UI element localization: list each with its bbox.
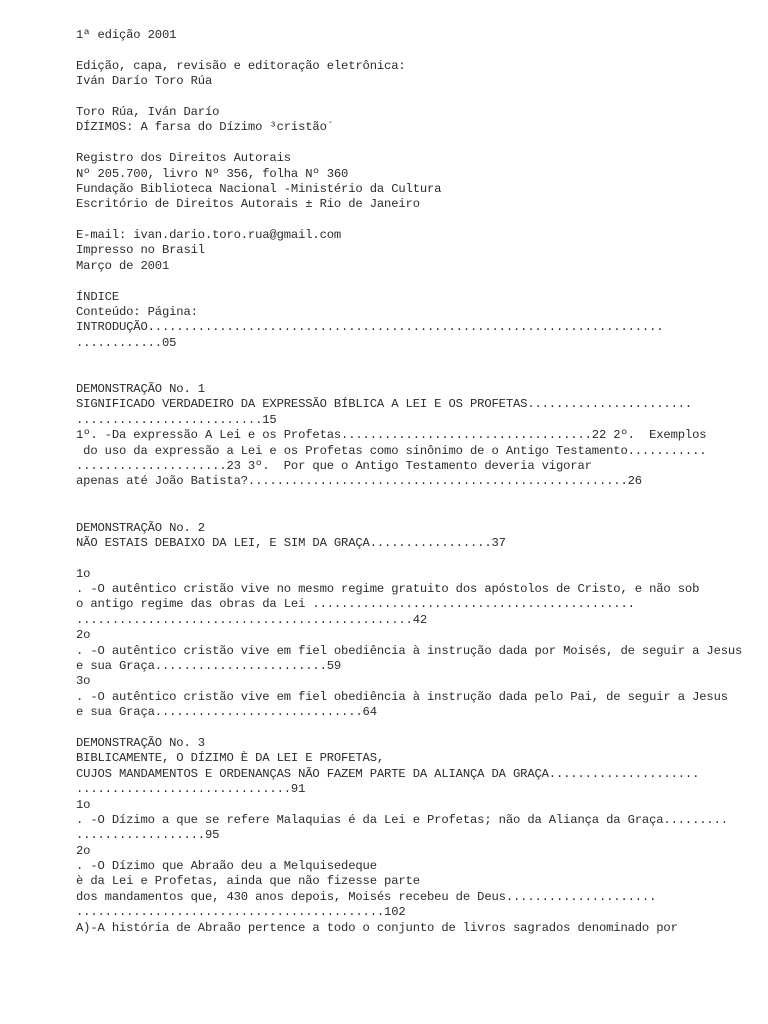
printed-in: Impresso no Brasil <box>76 243 205 258</box>
index-columns: Conteúdo: Página: <box>76 305 198 320</box>
credits-line: Edição, capa, revisão e editoração eletrônica: <box>76 58 406 73</box>
toc-entry: è da Lei e Profetas, ainda que não fizesse parte <box>76 874 420 889</box>
index-heading: ÍNDICE <box>76 289 119 304</box>
toc-entry: ............05 <box>76 335 177 350</box>
credits-author: Iván Darío Toro Rúa <box>76 74 213 89</box>
section-heading: DEMONSTRAÇÃO No. 1 <box>76 381 205 396</box>
registry-number: Nº 205.700, livro Nº 356, folha Nº 360 <box>76 166 349 181</box>
date-line: Março de 2001 <box>76 258 170 273</box>
toc-entry: dos mandamentos que, 430 anos depois, Moisés recebeu de Deus..................... <box>76 889 657 904</box>
toc-entry: . -O autêntico cristão vive em fiel obediência à instrução dada por Moisés, de seguir a Jesus <box>76 643 743 658</box>
blank-line <box>76 274 768 289</box>
email-line: E-mail: ivan.dario.toro.rua@gmail.com <box>76 228 342 243</box>
item-number: 1o <box>76 566 91 581</box>
toc-entry: ...........................................102 <box>76 905 406 920</box>
toc-entry: . -O Dízimo que Abraão deu a Melquisedeque <box>76 859 377 874</box>
section-heading: DEMONSTRAÇÃO No. 3 <box>76 735 205 750</box>
blank-line <box>76 490 768 505</box>
toc-entry: CUJOS MANDAMENTOS E ORDENANÇAS NÃO FAZEM PARTE DA ALIANÇA DA GRAÇA..................... <box>76 766 700 781</box>
toc-entry: apenas até João Batista?.....................................................26 <box>76 474 642 489</box>
blank-line <box>76 90 768 105</box>
toc-entry: 1º. -Da expressão A Lei e os Profetas...................................22 2º. Exemplos <box>76 428 707 443</box>
toc-entry: .....................23 3º. Por que o Antigo Testamento deveria vigorar <box>76 458 592 473</box>
document-text <box>76 28 768 936</box>
item-number: 2o <box>76 843 91 858</box>
blank-line <box>76 367 768 382</box>
registry-office: Escritório de Direitos Autorais ± Rio de Janeiro <box>76 197 420 212</box>
toc-entry: INTRODUÇÃO........................................................................ <box>76 320 664 335</box>
catalog-author: Toro Rúa, Iván Darío <box>76 104 220 119</box>
blank-line <box>76 551 768 566</box>
toc-entry: ..............................91 <box>76 782 306 797</box>
toc-entry: ..................95 <box>76 828 220 843</box>
blank-line <box>76 213 768 228</box>
toc-entry: NÃO ESTAIS DEBAIXO DA LEI, E SIM DA GRAÇA.................37 <box>76 535 506 550</box>
blank-line <box>76 136 768 151</box>
toc-entry: ..........................15 <box>76 412 277 427</box>
blank-line <box>76 721 768 736</box>
item-number: 2o <box>76 628 91 643</box>
registry-heading: Registro dos Direitos Autorais <box>76 151 291 166</box>
catalog-title: DÍZIMOS: A farsa do Dízimo ³cristão´ <box>76 120 334 135</box>
toc-entry: BIBLICAMENTE, O DÍZIMO È DA LEI E PROFETAS, <box>76 751 385 766</box>
toc-entry: SIGNIFICADO VERDADEIRO DA EXPRESSÃO BÍBLICA A LEI E OS PROFETAS....................... <box>76 397 693 412</box>
toc-entry: o antigo regime das obras da Lei ............................................. <box>76 597 635 612</box>
toc-entry: ...............................................42 <box>76 612 428 627</box>
edition-line: 1ª edição 2001 <box>76 28 177 42</box>
toc-entry: . -O Dízimo a que se refere Malaquias é da Lei e Profetas; não da Aliança da Graça......... <box>76 812 728 827</box>
toc-entry: . -O autêntico cristão vive no mesmo regime gratuito dos apóstolos de Cristo, e não sob <box>76 582 700 597</box>
toc-entry: e sua Graça.............................64 <box>76 705 377 720</box>
item-number: 3o <box>76 674 91 689</box>
blank-line <box>76 505 768 520</box>
registry-foundation: Fundação Biblioteca Nacional -Ministério da Cultura <box>76 181 442 196</box>
toc-entry: . -O autêntico cristão vive em fiel obediência à instrução dada pelo Pai, de seguir a Jesus <box>76 689 728 704</box>
body-text: A)-A história de Abraão pertence a todo o conjunto de livros sagrados denominado por <box>76 920 678 935</box>
toc-entry: e sua Graça........................59 <box>76 659 342 674</box>
section-heading: DEMONSTRAÇÃO No. 2 <box>76 520 205 535</box>
blank-line <box>76 43 768 58</box>
item-number: 1o <box>76 797 91 812</box>
toc-entry: do uso da expressão a Lei e os Profetas como sinônimo de o Antigo Testamento........... <box>76 443 707 458</box>
blank-line <box>76 351 768 366</box>
